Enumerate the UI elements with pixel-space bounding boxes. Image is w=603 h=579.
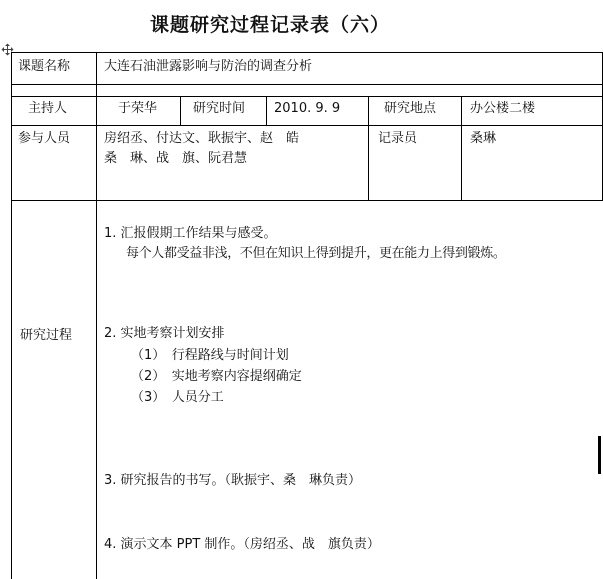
members-label: 参与人员 [18, 131, 71, 146]
topic-label: 课题名称 [18, 59, 71, 74]
process-item-3: 3. 研究报告的书写。（耿振宇、桑 琳负责） [104, 473, 362, 488]
recorder-label: 记录员 [378, 131, 418, 146]
table-rule [11, 96, 603, 97]
table-rule [368, 96, 369, 200]
host-label: 主持人 [28, 101, 68, 116]
members-line-1: 房绍丞、付达文、耿振宇、赵 皓 [104, 131, 300, 146]
table-rule [180, 96, 181, 125]
table-rule [266, 96, 267, 125]
place-label: 研究地点 [384, 101, 437, 116]
document-title: 课题研究过程记录表（六） [149, 14, 390, 36]
process-item-2: 2. 实地考察计划安排 [104, 326, 225, 341]
process-item-2-sub-3: （3） 人员分工 [131, 390, 224, 405]
time-label: 研究时间 [193, 101, 246, 116]
place-value: 办公楼二楼 [470, 101, 536, 116]
table-border-left [11, 52, 12, 579]
time-value: 2010. 9. 9 [274, 101, 341, 116]
table-move-handle-icon[interactable] [1, 43, 14, 56]
process-item-4: 4. 演示文本 PPT 制作。（房绍丞、战 旗负责） [104, 537, 380, 552]
process-item-2-sub-1: （1） 行程路线与时间计划 [131, 348, 289, 363]
table-rule [11, 84, 603, 85]
table-border-top [11, 52, 603, 53]
process-label: 研究过程 [20, 328, 73, 343]
members-line-2: 桑 琳、战 旗、阮君慧 [104, 151, 248, 166]
recorder-value: 桑琳 [470, 131, 497, 146]
process-item-1-detail: 每个人都受益非浅，不但在知识上得到提升，更在能力上得到锻炼。 [126, 246, 506, 261]
table-rule [11, 125, 603, 126]
table-rule [96, 52, 97, 579]
host-value: 于荣华 [118, 101, 158, 116]
table-rule [461, 96, 462, 200]
topic-value: 大连石油泄露影响与防治的调查分析 [104, 59, 313, 74]
scrollbar-thumb[interactable] [598, 436, 601, 474]
process-item-2-sub-2: （2） 实地考察内容提纲确定 [131, 369, 302, 384]
table-rule [11, 200, 603, 201]
process-item-1: 1. 汇报假期工作结果与感受。 [104, 226, 277, 241]
